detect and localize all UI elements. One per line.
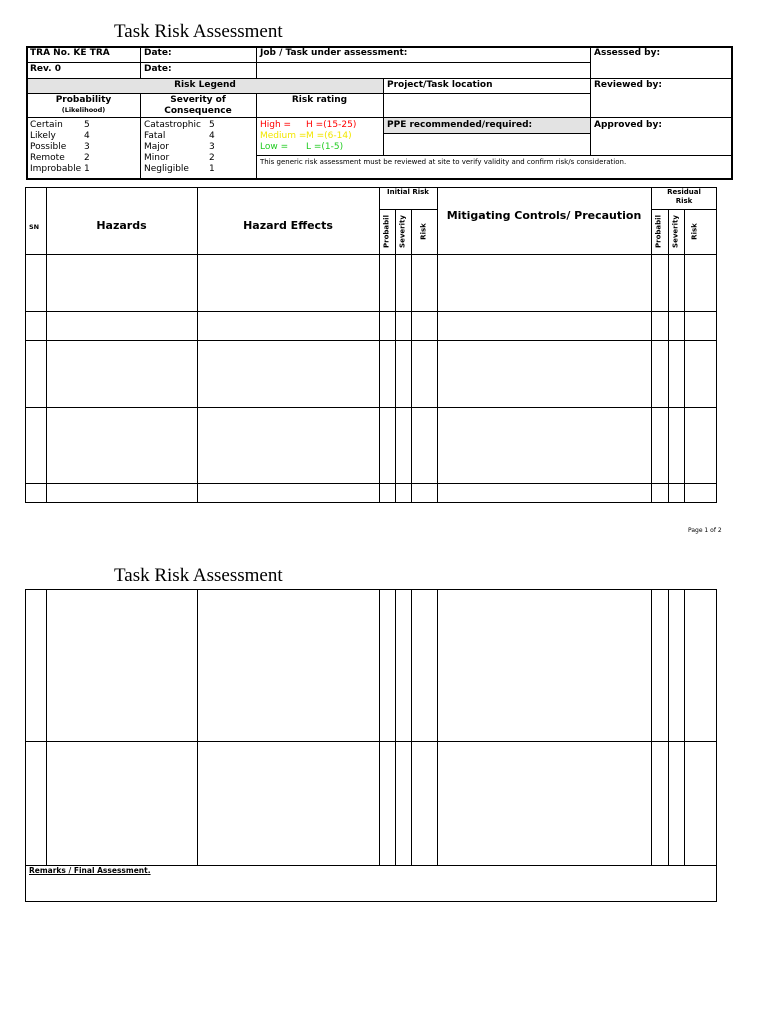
initial-probability-header: Probabil [382, 215, 391, 248]
revision: Rev. 0 [30, 64, 61, 74]
residual-risk-header: Residual Risk [667, 188, 701, 205]
remarks-label: Remarks / Final Assessment. [29, 866, 151, 875]
severity-label: Major [144, 142, 169, 152]
mitigating-controls-header: Mitigating Controls/ Precaution [446, 209, 642, 222]
reviewed-by-label: Reviewed by: [594, 80, 662, 90]
rating-value-high: H =(15-25) [306, 120, 357, 130]
risk-table-frame [25, 187, 717, 503]
hazard-effects-header: Hazard Effects [243, 219, 333, 232]
severity-value: 1 [209, 164, 215, 174]
initial-risk-col-header: Risk [419, 223, 428, 240]
probability-label: Possible [30, 142, 67, 152]
severity-value: 5 [209, 120, 215, 130]
severity-value: 4 [209, 131, 215, 141]
rating-label-medium: Medium = [260, 131, 307, 141]
probability-value: 3 [84, 142, 90, 152]
job-task-label: Job / Task under assessment: [260, 48, 408, 58]
risk-table-2-frame [25, 589, 717, 902]
initial-severity-header: Severity [398, 215, 407, 248]
probability-title: Probability [55, 95, 112, 105]
severity-title: Severity of Consequence [164, 95, 232, 116]
date-label-1: Date: [144, 48, 172, 58]
project-location-label: Project/Task location [387, 80, 493, 90]
page-number: Page 1 of 2 [688, 527, 722, 534]
date-label-2: Date: [144, 64, 172, 74]
assessed-by-label: Assessed by: [594, 48, 661, 58]
risk-legend-title: Risk Legend [174, 80, 236, 90]
residual-probability-header: Probabil [654, 215, 663, 248]
probability-label: Likely [30, 131, 56, 141]
probability-subtitle: (Likelihood) [61, 106, 106, 114]
probability-label: Improbable [30, 164, 82, 174]
hazards-header: Hazards [96, 219, 147, 232]
probability-value: 2 [84, 153, 90, 163]
probability-value: 4 [84, 131, 90, 141]
probability-label: Certain [30, 120, 63, 130]
risk-rating-title: Risk rating [291, 95, 348, 105]
rating-value-medium: M =(6-14) [306, 131, 352, 141]
approved-by-label: Approved by: [594, 120, 662, 130]
page-2-title: Task Risk Assessment [114, 565, 283, 586]
severity-label: Negligible [144, 164, 189, 174]
residual-severity-header: Severity [671, 215, 680, 248]
severity-label: Fatal [144, 131, 166, 141]
severity-value: 3 [209, 142, 215, 152]
ppe-label: PPE recommended/required: [387, 120, 533, 130]
severity-value: 2 [209, 153, 215, 163]
rating-value-low: L =(1-5) [306, 142, 344, 152]
tra-number: TRA No. KE TRA [30, 48, 110, 58]
severity-label: Minor [144, 153, 170, 163]
rating-label-low: Low = [260, 142, 289, 152]
severity-label: Catastrophic [144, 120, 201, 130]
initial-risk-header: Initial Risk [387, 188, 429, 196]
residual-risk-col-header: Risk [690, 223, 699, 240]
probability-value: 1 [84, 164, 90, 174]
probability-value: 5 [84, 120, 90, 130]
review-note: This generic risk assessment must be reviewed at site to verify validity and confirm risk/s consideration. [260, 158, 627, 166]
page-title: Task Risk Assessment [114, 21, 283, 42]
sn-header: SN [29, 223, 40, 231]
rating-label-high: High = [260, 120, 292, 130]
probability-label: Remote [30, 153, 65, 163]
